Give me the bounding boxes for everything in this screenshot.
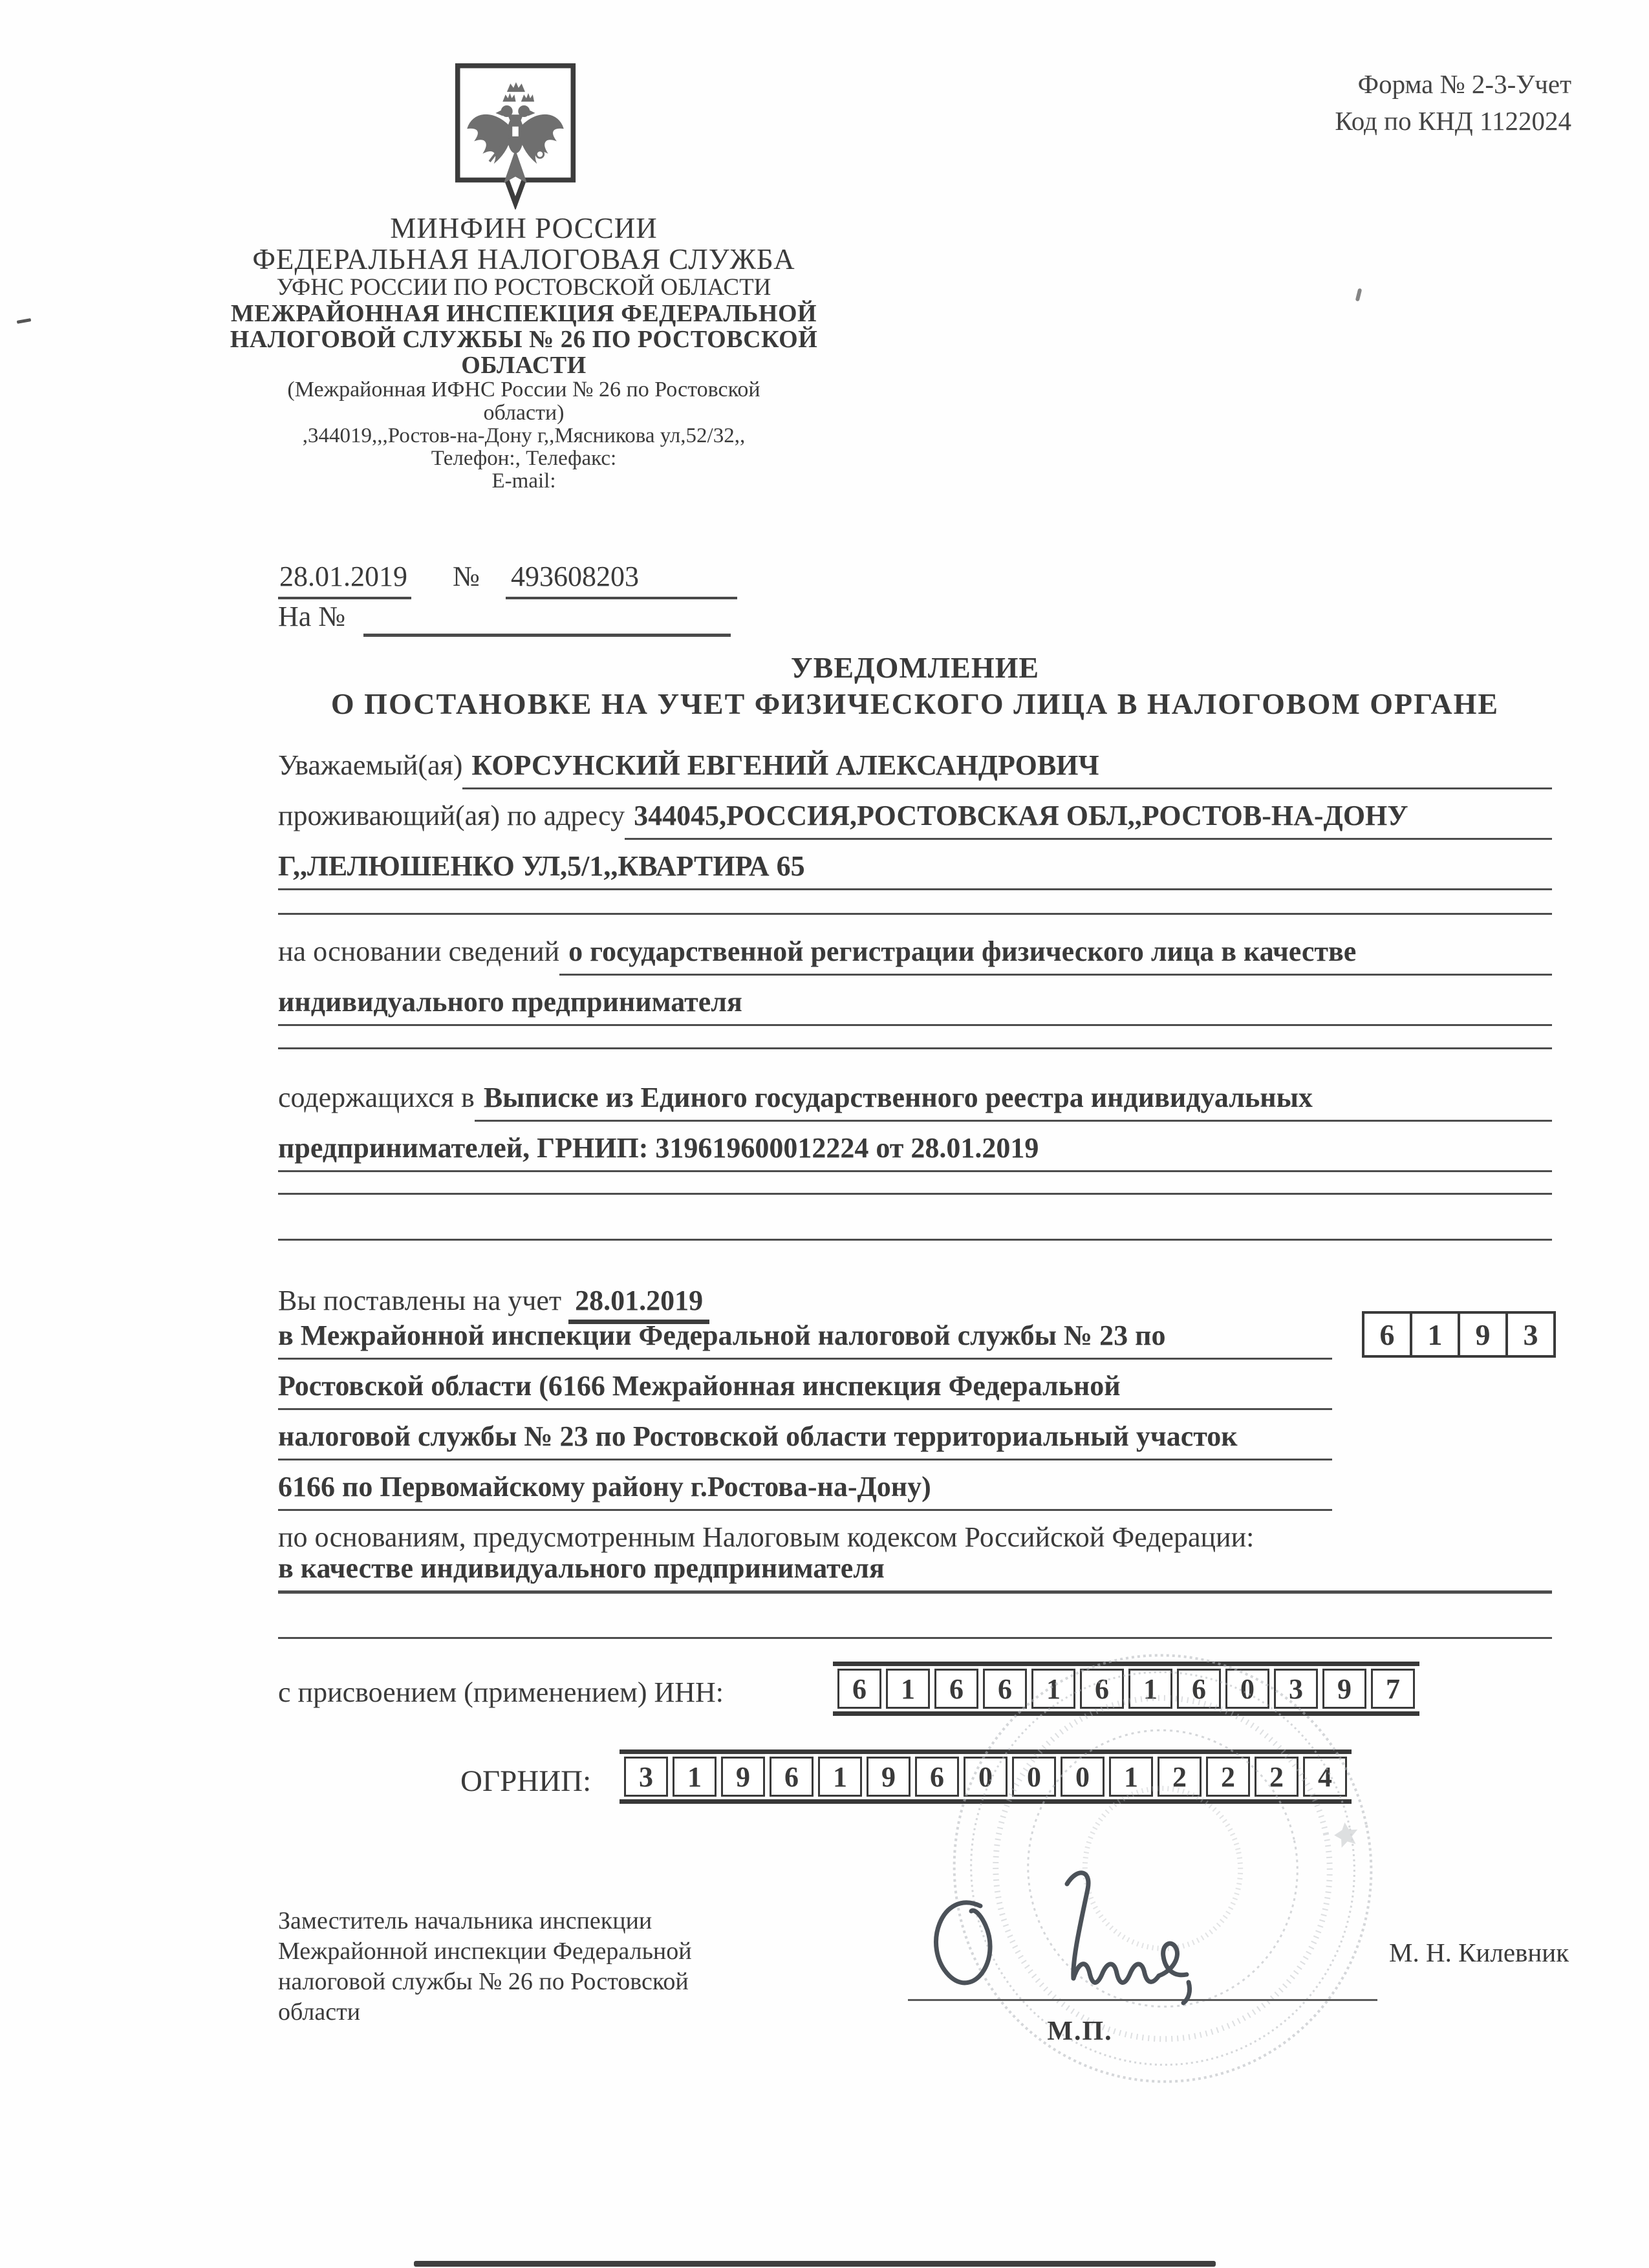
address-label: проживающий(ая) по адресу bbox=[278, 800, 625, 831]
authority-value-2: Ростовской области (6166 Межрайонная инспекция Федеральной bbox=[278, 1369, 1332, 1410]
position-line-3: налоговой службы № 26 по Ростовской bbox=[278, 1968, 689, 1996]
letterhead-email: E-mail: bbox=[491, 469, 556, 493]
signer-name: М. Н. Килевник bbox=[1389, 1938, 1569, 1967]
coat-of-arms-icon bbox=[453, 62, 578, 209]
basis-label: на основании сведений bbox=[278, 936, 560, 967]
address-row-1 bbox=[278, 799, 1552, 840]
letterhead-ministry: МИНФИН РОССИИ bbox=[390, 212, 658, 244]
ogrnip-digit: 4 bbox=[1303, 1757, 1347, 1797]
letterhead-phone: Телефон:, Телефакс: bbox=[431, 447, 617, 471]
address-value-2: Г,,ЛЕЛЮШЕНКО УЛ,5/1,,КВАРТИРА 65 bbox=[278, 850, 1552, 890]
grounds-label: по основаниям, предусмотренным Налоговым кодексом Российской Федерации: bbox=[278, 1521, 1255, 1553]
contained-label: содержащихся в bbox=[278, 1082, 475, 1113]
letterhead-inspection-2: НАЛОГОВОЙ СЛУЖБЫ № 26 ПО РОСТОВСКОЙ bbox=[230, 325, 818, 353]
contained-value-1: Выписке из Единого государственного реестра индивидуальных bbox=[475, 1081, 1552, 1122]
form-number-label: Форма № 2-3-Учет bbox=[1357, 69, 1571, 99]
inn-digit: 6 bbox=[1080, 1669, 1124, 1709]
authority-row-2 bbox=[278, 1369, 1332, 1410]
inn-digit: 9 bbox=[1322, 1669, 1366, 1709]
grounds-row bbox=[278, 1552, 1552, 1592]
reply-to-blank-line bbox=[363, 600, 731, 637]
inn-digit: 6 bbox=[1177, 1669, 1221, 1709]
registration-date: 28.01.2019 bbox=[568, 1284, 709, 1324]
reply-to-label: На № bbox=[278, 601, 346, 632]
scan-artifact-dash bbox=[17, 318, 32, 324]
ogrnip-digit: 6 bbox=[770, 1757, 814, 1797]
inn-digit: 1 bbox=[886, 1669, 930, 1709]
mp-seal-label: М.П. bbox=[1047, 2017, 1113, 2046]
handwritten-signature-icon bbox=[904, 1865, 1266, 2016]
ogrnip-digit: 1 bbox=[673, 1757, 717, 1797]
contained-value-2: предпринимателей, ГРНИП: 319619600012224 от 28.01.2019 bbox=[278, 1131, 1552, 1172]
ogrnip-digit: 2 bbox=[1255, 1757, 1299, 1797]
ogrnip-digit: 3 bbox=[624, 1757, 668, 1797]
ogrnip-digit: 1 bbox=[1109, 1757, 1153, 1797]
person-name-value: КОРСУНСКИЙ ЕВГЕНИЙ АЛЕКСАНДРОВИЧ bbox=[462, 749, 1552, 789]
authority-row-3 bbox=[278, 1420, 1332, 1460]
tax-office-code-digit: 6 bbox=[1379, 1318, 1395, 1351]
document-date: 28.01.2019 bbox=[278, 560, 411, 599]
number-sign: № bbox=[453, 561, 480, 592]
ogrnip-digit: 9 bbox=[721, 1757, 765, 1797]
signer-position-block bbox=[278, 1906, 782, 2027]
inn-label: с присвоением (применением) ИНН: bbox=[278, 1676, 724, 1708]
basis-row-2 bbox=[278, 985, 1552, 1026]
contained-row bbox=[278, 1081, 1552, 1122]
authority-value-1: в Межрайонной инспекции Федеральной налоговой службы № 23 по bbox=[278, 1319, 1332, 1360]
authority-row-1 bbox=[278, 1319, 1332, 1360]
scan-artifact-bottom-edge bbox=[414, 2261, 1216, 2267]
inn-digit: 6 bbox=[983, 1669, 1027, 1709]
ogrnip-digit: 1 bbox=[818, 1757, 862, 1797]
basis-value-1: о государственной регистрации физического лица в качестве bbox=[559, 935, 1552, 976]
ogrnip-digit: 6 bbox=[915, 1757, 959, 1797]
address-row-2 bbox=[278, 850, 1552, 890]
letterhead-inspection-1: МЕЖРАЙОННАЯ ИНСПЕКЦИЯ ФЕДЕРАЛЬНОЙ bbox=[230, 299, 817, 327]
letterhead-ufns: УФНС РОССИИ ПО РОСТОВСКОЙ ОБЛАСТИ bbox=[276, 274, 771, 301]
registered-row bbox=[278, 1284, 1552, 1324]
basis-row bbox=[278, 935, 1552, 976]
ogrnip-label: ОГРНИП: bbox=[460, 1764, 592, 1798]
blank-ruled-line bbox=[278, 1239, 1552, 1241]
ogrnip-digit: 0 bbox=[1012, 1757, 1056, 1797]
ogrnip-digit: 0 bbox=[1061, 1757, 1105, 1797]
letterhead bbox=[200, 213, 847, 493]
letterhead-inspection-3: ОБЛАСТИ bbox=[461, 352, 587, 380]
position-line-2: Межрайонной инспекции Федеральной bbox=[278, 1938, 692, 1965]
contained-row-2 bbox=[278, 1131, 1552, 1172]
knd-code-label: Код по КНД 1122024 bbox=[1335, 106, 1571, 136]
letterhead-address: ,344019,,,Ростов-на-Дону г,,Мясникова ул,52/32,, bbox=[302, 424, 746, 448]
ogrnip-digit: 2 bbox=[1206, 1757, 1250, 1797]
grounds-value: в качестве индивидуального предпринимателя bbox=[278, 1552, 1552, 1592]
salutation-row bbox=[278, 749, 1552, 789]
blank-ruled-line bbox=[278, 913, 1552, 915]
address-value-1: 344045,РОССИЯ,РОСТОВСКАЯ ОБЛ,,РОСТОВ-НА-ДОНУ bbox=[625, 799, 1552, 840]
registered-label: Вы поставлены на учет bbox=[278, 1285, 562, 1316]
salutation-label: Уважаемый(ая) bbox=[278, 749, 463, 781]
inn-digit: 6 bbox=[837, 1669, 881, 1709]
tax-office-code-digit: 1 bbox=[1410, 1314, 1458, 1355]
inn-digit: 7 bbox=[1371, 1669, 1415, 1709]
inn-digit: 1 bbox=[1128, 1669, 1172, 1709]
inn-digit: 3 bbox=[1274, 1669, 1318, 1709]
blank-ruled-line bbox=[278, 1193, 1552, 1195]
authority-row-4 bbox=[278, 1470, 1332, 1511]
scan-artifact-tick bbox=[1355, 288, 1363, 302]
form-info bbox=[1196, 66, 1571, 140]
document-title-line1: УВЕДОМЛЕНИЕ bbox=[790, 651, 1040, 684]
letterhead-short-name-1: (Межрайонная ИФНС России № 26 по Ростовской bbox=[287, 378, 760, 402]
ogrnip-digit: 2 bbox=[1158, 1757, 1202, 1797]
tax-office-code-box bbox=[1362, 1311, 1556, 1358]
basis-value-2: индивидуального предпринимателя bbox=[278, 985, 1552, 1026]
blank-ruled-line bbox=[278, 1047, 1552, 1049]
document-title-line2: О ПОСТАНОВКЕ НА УЧЕТ ФИЗИЧЕСКОГО ЛИЦА В НАЛОГОВОМ ОРГАНЕ bbox=[330, 687, 1500, 720]
authority-value-4: 6166 по Первомайскому району г.Ростова-на-Дону) bbox=[278, 1470, 1332, 1511]
authority-value-3: налоговой службы № 23 по Ростовской области территориальный участок bbox=[278, 1420, 1332, 1460]
inn-digit: 0 bbox=[1225, 1669, 1269, 1709]
blank-ruled-line bbox=[278, 1592, 1552, 1594]
tax-office-code-digit: 3 bbox=[1505, 1314, 1553, 1355]
letterhead-short-name-2: области) bbox=[483, 401, 565, 425]
inn-digit: 1 bbox=[1031, 1669, 1075, 1709]
ogrnip-digit: 0 bbox=[964, 1757, 1008, 1797]
position-line-1: Заместитель начальника инспекции bbox=[278, 1907, 652, 1934]
position-line-4: области bbox=[278, 1998, 361, 2026]
ogrnip-digit: 9 bbox=[867, 1757, 911, 1797]
blank-ruled-line bbox=[278, 1637, 1552, 1639]
tax-office-code-digit: 9 bbox=[1458, 1314, 1505, 1355]
inn-digit: 6 bbox=[934, 1669, 978, 1709]
document-number: 493608203 bbox=[506, 560, 737, 599]
letterhead-service: ФЕДЕРАЛЬНАЯ НАЛОГОВАЯ СЛУЖБА bbox=[252, 242, 795, 275]
